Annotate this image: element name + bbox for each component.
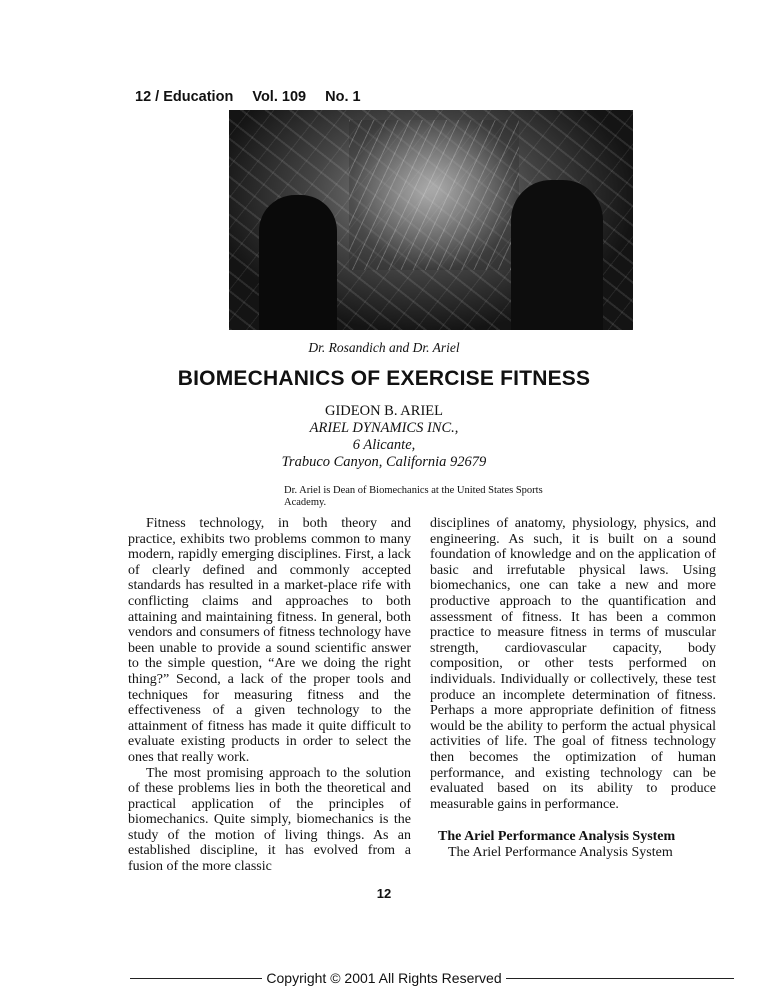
author-affiliation: ARIEL DYNAMICS INC., [309, 420, 459, 436]
body-column-left [128, 516, 411, 875]
byline [0, 403, 768, 471]
body-column-right [430, 516, 716, 860]
section-heading: The Ariel Performance Analysis System [438, 829, 676, 845]
author-name: GIDEON B. ARIEL [324, 403, 443, 419]
photo-person-left [259, 195, 337, 330]
running-head-volume: Vol. 109 [252, 89, 307, 105]
photo-screen-graphic [349, 120, 519, 270]
body-paragraph: The Ariel Performance Analysis System [448, 844, 673, 860]
author-note: Dr. Ariel is Dean of Biomechanics at the United States Sports Academy. [284, 485, 543, 508]
page-number: 12 [376, 886, 392, 901]
article-title: BIOMECHANICS OF EXERCISE FITNESS [177, 367, 591, 390]
photo-caption: Dr. Rosandich and Dr. Ariel [308, 340, 460, 355]
running-head [135, 89, 376, 105]
author-address-line-2: Trabuco Canyon, California 92679 [281, 454, 487, 470]
body-paragraph: Fitness technology, in both theory and practice, exhibits two problems common to many modern, rapidly emerging disciplines. First, a lack of clearly defined and commonly accepted standards has resulted in a market-place rife with conflicting claims and approaches to both attaining and maintaining fitness. In general, both vendors and consumers of fitness technology have been unable to provide a sound scientific answer to the simple question, “Are we doing the right thing?” Second, a lack of the proper tools and techniques for measuring fitness and the effectiveness of a given technology to the attainment of fitness has made it quite difficult to evaluate existing products in order to select the ones that really work. [128, 516, 411, 765]
copyright-text: Copyright © 2001 All Rights Reserved [262, 970, 505, 986]
article-photo [229, 110, 633, 330]
body-paragraph: disciplines of anatomy, physiology, physics, and engineering. As such, it is built on a sound foundation of knowledge and on the application of basic and irrefutable physical laws. Using biomechanics, one can take a new and more productive approach to the quantification and assessment of fitness. It has been a common practice to measure fitness in terms of muscular strength, cardiovascular capacity, body composition, or other tests performed on individuals. Individually or collectively, these test produce an incomplete determination of fitness. Perhaps a more appropriate definition of fitness would be the ability to perform the actual physical activities of life. The goal of fitness technology then becomes the optimization of human performance, and existing technology can be evaluated based on its ability to produce measurable gains in performance. [430, 516, 716, 812]
body-paragraph: The most promising approach to the solution of these problems lies in both the theoretical and practical application of the principles of biomechanics. Quite simply, biomechanics is the study of the motion of living things. As an established discipline, it has evolved from a fusion of the more classic [128, 765, 411, 875]
copyright-notice [0, 970, 768, 986]
running-head-page: 12 / Education [135, 89, 234, 105]
running-head-number: No. 1 [325, 89, 361, 105]
author-address-line-1: 6 Alicante, [352, 437, 416, 453]
photo-person-right [511, 180, 603, 330]
